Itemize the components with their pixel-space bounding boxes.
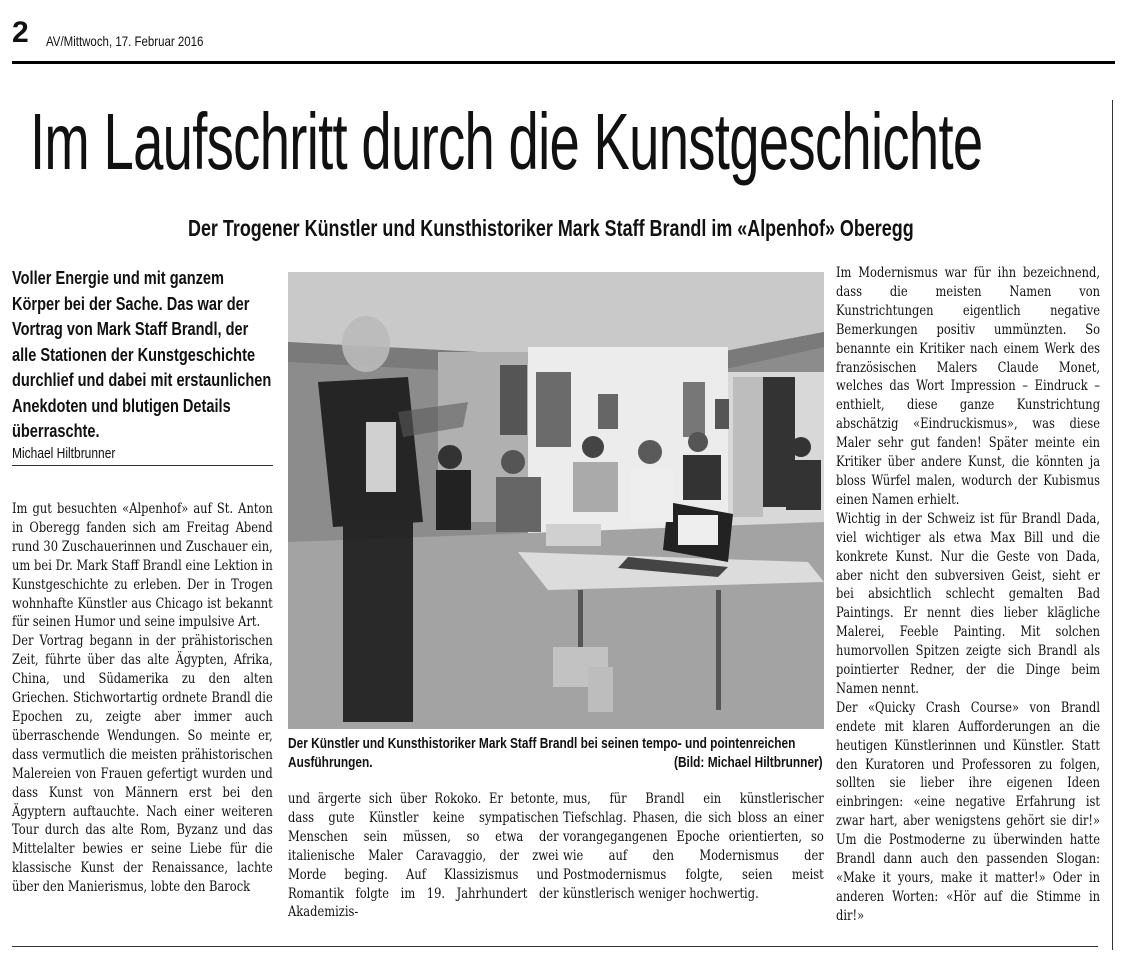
- headline: Im Laufschritt durch die Kunstgeschichte: [30, 97, 983, 186]
- lecture-photo-illustration: [288, 272, 824, 729]
- caption-text: Der Künstler und Kunsthistoriker Mark Staff Brandl bei seinen tempo- und pointenreichen Ausführungen.: [288, 736, 796, 771]
- lead-paragraph: Voller Energie und mit ganzem Körper bei der Sache. Das war der Vortrag von Mark Staff Brandl, der alle Stationen der Kunstgeschichte durchlief und dabei mit erstaunlichen Anekdoten und blutigen Details überraschte.: [12, 268, 272, 441]
- body-paragraph: und ärgerte sich über Rokoko. Er betonte, dass gute Künstler keine sympatischen Menschen sein müssen, so etwa der italienische Maler Caravaggio, der zwei Morde beging. Auf Klassizismus und Romantik folgte im 19. Jahrhundert der Akademizis-: [288, 791, 559, 921]
- subheadline: Der Trogener Künstler und Kunsthistoriker Mark Staff Brandl im «Alpenhof» Oberegg: [188, 215, 914, 241]
- page-number: 2: [12, 16, 29, 49]
- header-rule: [12, 61, 1115, 64]
- body-paragraph: Im gut besuchten «Alpenhof» auf St. Anton in Oberegg fanden sich am Freitag Abend rund 30 Zuschauerinnen und Zuschauer ein, um bei Dr. Mark Staff Brandl eine Lektion in Kunstgeschichte zu erleben. Der in Trogen wohnhafte Künstler aus Chicago ist bekannt für seinen Humor und seine impulsive Art.: [12, 501, 273, 631]
- article-column-1: [12, 500, 273, 897]
- bottom-rule: [12, 946, 1098, 947]
- body-paragraph: mus, für Brandl ein künstlerischer Tiefschlag. Phasen, die sich bloss an einer vorangegangenen Epoche orientierten, so wie auf den Modernismus der Postmodernismus folgte, seien meist künstlerisch weniger hochwertig.: [563, 791, 824, 902]
- photo-caption: [288, 735, 823, 773]
- article-photo: [288, 272, 824, 729]
- photo-credit: (Bild: Michael Hiltbrunner): [674, 755, 823, 771]
- article-column-2: [288, 790, 559, 922]
- body-paragraph: Der «Quicky Crash Course» von Brandl endete mit klaren Aufforderungen an die heutigen Künstlerinnen und Künstler. Statt den Kuratoren und Professoren zu folgen, sollten sie lieber ihre eigenen Ideen einbringen: «eine negative Erfahrung ist zwar hart, aber wenigstens gehört sie dir!» Um die Postmoderne zu überwinden hatte Brandl dann auch den passenden Slogan: «Make it yours, make it matter!» Oder in anderen Worten: «Hör auf die Stimme in dir!»: [836, 699, 1101, 924]
- author-byline: Michael Hiltbrunner: [12, 445, 116, 462]
- article-column-4: [836, 264, 1100, 926]
- author-rule: [12, 465, 273, 466]
- body-paragraph: Der Vortrag begann in der prähistorischen Zeit, führte über das alte Ägypten, Afrika, China, und Südamerika zu den alten Griechen. Stichwortartig ordnete Brandl die Epochen zu, zeigte aber immer auch überraschende Wendungen. So meinte er, dass vermutlich die meisten prähistorischen Malereien von Frauen gefertigt wurden und dass Kunst von Männern erst bei den Ägyptern auftauchte. Nach einer weiteren Tour durch das alte Rom, Byzanz und das Mittelalter bewies er seine Liebe für die klassische Kunst der Renaissance, lachte über den Manierismus, lobte den Barock: [12, 633, 273, 896]
- body-paragraph: Im Modernismus war für ihn bezeichnend, dass die meisten Namen von Kunstrichtungen eigentlich negative Bemerkungen positiv ummünzten. So benannte ein Kritiker nach einem Werk des französischen Malers Claude Monet, welches das Wort Impression – Eindruck – enthielt, diese ganze Kunstrichtung abschätzig «Eindruckismus», was diese Maler sehr gut fanden! Später meinte ein Kritiker über andere Kunst, die könnten ja bloss Würfel malen, wodurch der Kubismus einen Namen erhielt.: [836, 265, 1101, 508]
- article-column-3: [563, 790, 824, 903]
- body-paragraph: Wichtig in der Schweiz ist für Brandl Dada, viel wichtiger als etwa Max Bill und die konkrete Kunst. Nur die Geste von Dada, aber nicht den subversiven Geist, sieht er bei absichtlich schlecht gemalten Bad Paintings. Er nennt dies lieber klägliche Malerei, Feeble Painting. Mit solchen humorvollen Spitzen zeigte sich Brandl als pointierter Redner, der die Dinge beim Namen nennt.: [836, 510, 1101, 697]
- dateline: AV/Mittwoch, 17. Februar 2016: [46, 33, 204, 49]
